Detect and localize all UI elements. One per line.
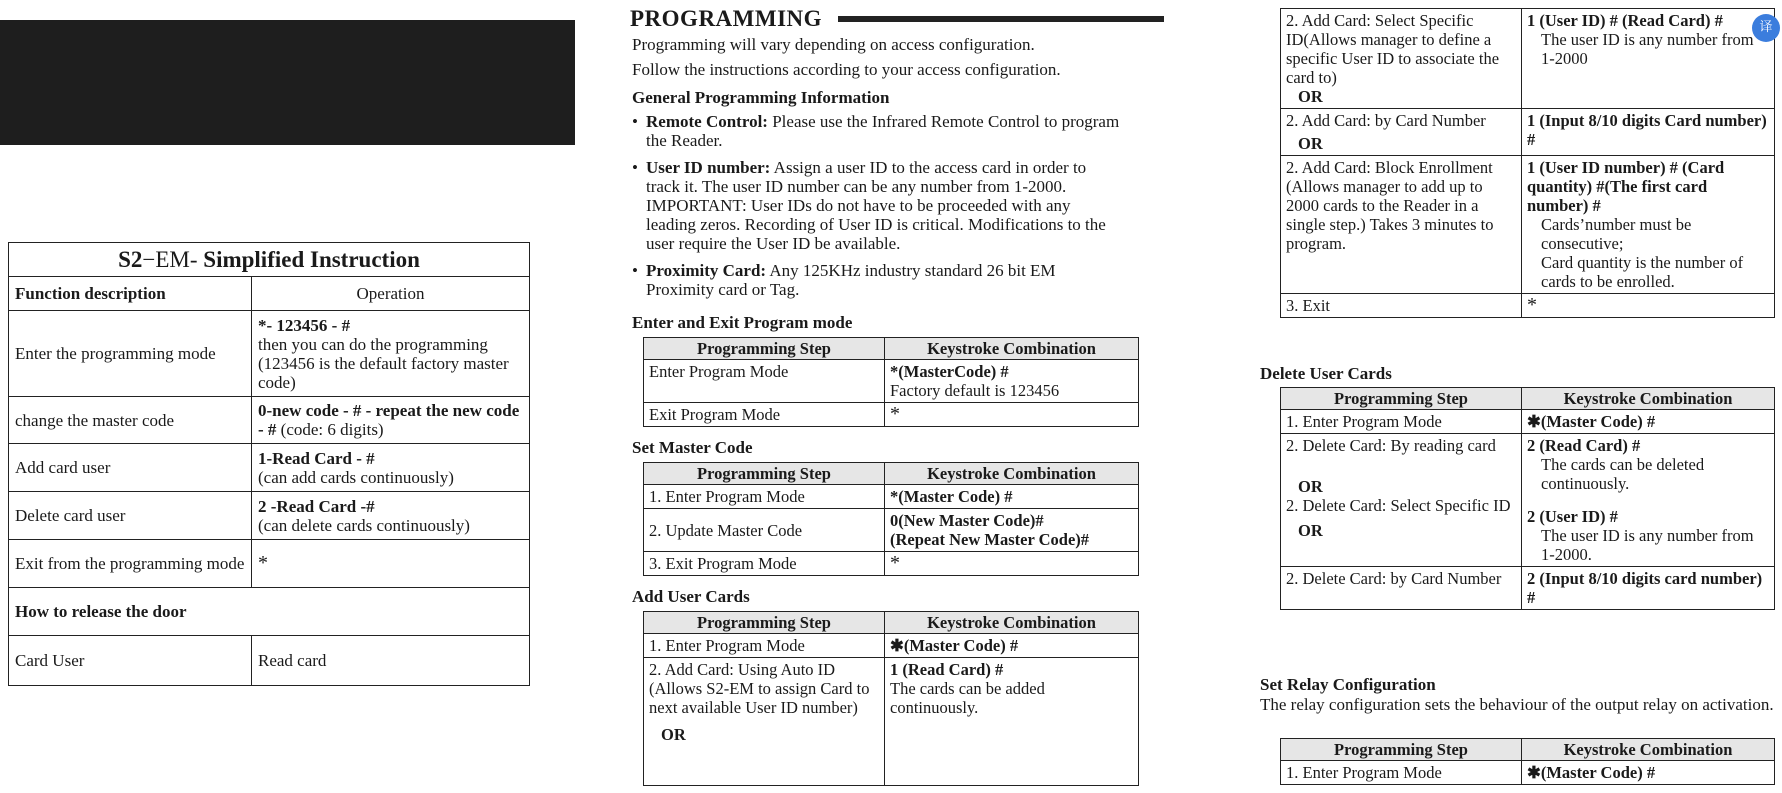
relay-table: Programming Step Keystroke Combination 1. Enter Program Mode ✱(Master Code) # xyxy=(1280,738,1775,785)
list-item: • Proximity Card: Any 125KHz industry standard 26 bit EM Proximity card or Tag. xyxy=(632,261,1122,299)
card-user-label: Card User xyxy=(9,636,252,686)
col-operation-header: Operation xyxy=(252,277,530,311)
simplified-instruction-table: S2−EM- Simplified Instruction Function description Operation Enter the programming mode *- 123456 - # then you can do the programming (123456 is the default factory master code) change the master code 0-new code - # - repeat the new code - # (code: 6 digits) Add card user 1-Read Card - # (can add cards continuously) Delete card user 2 -Read Card -# (can delete cards continuously) Exit from the programming mode * How to release the door Card User Read card xyxy=(8,242,530,686)
delete-users-heading: Delete User Cards xyxy=(1260,364,1392,383)
list-item: • User ID number: Assign a user ID to the access card in order to track it. The user ID number can be any number from 1-2000. IMPORTANT: User IDs do not have to be proceeded with any leading zeros. Recording of User ID is critical. Modifications to the user require the User ID be available. xyxy=(632,158,1122,253)
intro-line-1: Programming will vary depending on access configuration. xyxy=(632,35,1035,54)
programming-heading: PROGRAMMING xyxy=(630,6,823,31)
add-users-table: Programming Step Keystroke Combination 1. Enter Program Mode ✱(Master Code) # 2. Add Card: Using Auto ID (Allows S2-EM to assign Card to next available User ID number) OR 1 (Read Card) # The cards can be added continuously. xyxy=(643,611,1139,786)
simplified-instruction-title: S2−EM- Simplified Instruction xyxy=(9,243,530,277)
translate-icon[interactable]: 译 xyxy=(1752,14,1780,42)
row-desc: Add card user xyxy=(9,444,252,492)
col-function-header: Function description xyxy=(15,284,166,303)
read-card-label: Read card xyxy=(252,636,530,686)
col-step-header: Programming Step xyxy=(644,338,885,360)
release-door-heading: How to release the door xyxy=(15,602,187,621)
row-desc: Exit from the programming mode xyxy=(9,540,252,588)
add-users-continued-table: 2. Add Card: Select Specific ID(Allows manager to define a specific User ID to associate the card to) OR 1 (User ID) # (Read Card) # The user ID is any number from 1-2000 2. Add Card: by Card Number OR 1 (Input 8/10 digits Card number) # 2. Add Card: Block Enrollment (Allows manager to add up to 2000 cards to the Reader in a single step.) Takes 3 minutes to program. 1 (User ID number) # (Card quantity) #(The first card number) # Cards’number must be consecutive; Card quantity is the number of cards to be enrolled. 3. Exit * xyxy=(1280,8,1775,318)
col-keys-header: Keystroke Combination xyxy=(885,338,1139,360)
general-info-heading: General Programming Information xyxy=(632,88,890,107)
black-header-block xyxy=(0,20,575,145)
delete-users-table: Programming Step Keystroke Combination 1. Enter Program Mode ✱(Master Code) # 2. Delete Card: By reading card OR 2. Delete Card: Select Specific ID OR 2 (Read Card) # The cards can be deleted continuously. 2 (User ID) # The user ID is any number from 1-2000. 2. Delete Card: by Card Number 2 (Input 8/10 digits card number) # xyxy=(1280,387,1775,610)
general-info-list xyxy=(632,112,1122,307)
add-users-heading: Add User Cards xyxy=(632,587,750,606)
enter-exit-heading: Enter and Exit Program mode xyxy=(632,313,853,332)
intro-line-2: Follow the instructions according to your access configuration. xyxy=(632,60,1061,79)
row-desc: Enter the programming mode xyxy=(9,311,252,397)
relay-heading: Set Relay Configuration xyxy=(1260,675,1436,694)
heading-rule xyxy=(838,16,1164,22)
row-desc: Delete card user xyxy=(9,492,252,540)
enter-exit-table: Programming Step Keystroke Combination Enter Program Mode *(MasterCode) # Factory default is 123456 Exit Program Mode * xyxy=(643,337,1139,427)
list-item: • Remote Control: Please use the Infrared Remote Control to program the Reader. xyxy=(632,112,1122,150)
master-code-table: Programming Step Keystroke Combination 1. Enter Program Mode *(Master Code) # 2. Update Master Code 0(New Master Code)# (Repeat New Master Code)# 3. Exit Program Mode * xyxy=(643,462,1139,576)
master-code-heading: Set Master Code xyxy=(632,438,753,457)
row-desc: change the master code xyxy=(9,397,252,444)
relay-description: The relay configuration sets the behaviour of the output relay on activation. xyxy=(1260,695,1774,714)
